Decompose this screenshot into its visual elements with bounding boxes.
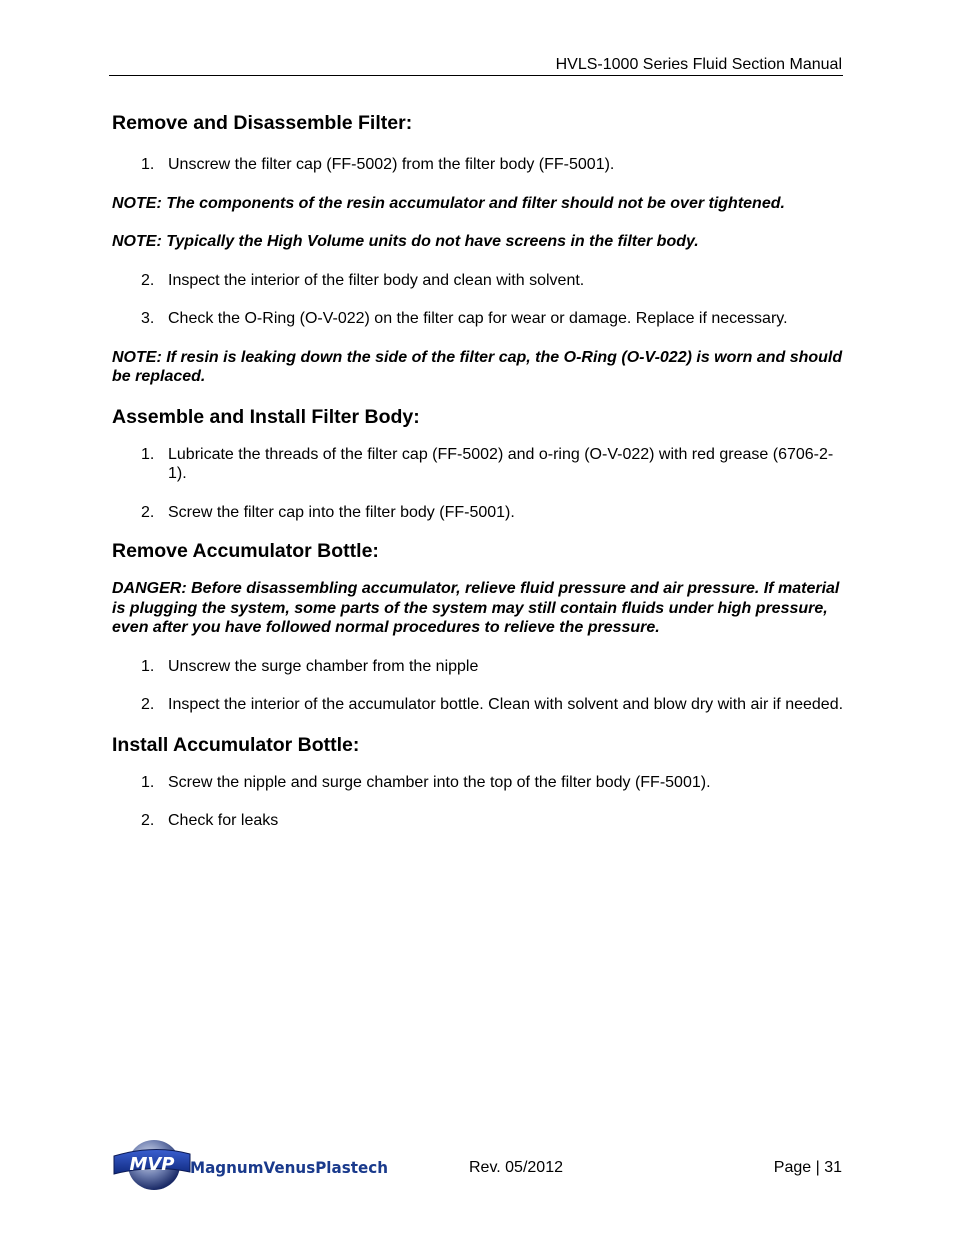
section-heading-install-bottle: Install Accumulator Bottle: [112, 733, 360, 756]
steps-install-filter [112, 445, 844, 523]
step-text: Unscrew the surge chamber from the nipple [168, 657, 479, 675]
section-heading-remove-bottle: Remove Accumulator Bottle: [112, 540, 379, 562]
list-item [112, 811, 844, 831]
list-item [112, 503, 844, 523]
steps-remove-bottle [112, 657, 844, 715]
note-text: NOTE: If resin is leaking down the side of the filter cap, the O-Ring (O-V-022) is worn and should be replaced. [112, 348, 843, 385]
section-heading-remove-filter: Remove and Disassemble Filter: [112, 112, 413, 134]
list-item [112, 309, 844, 329]
company-logo [110, 1136, 400, 1192]
page-content [112, 109, 844, 831]
revision-date: Rev. 05/2012 [469, 1159, 563, 1176]
list-item [112, 445, 844, 484]
list-item [112, 271, 844, 291]
note-text: NOTE: The components of the resin accumulator and filter should not be over tightened. [112, 194, 785, 212]
step-text: Lubricate the threads of the filter cap (FF-5002) and o-ring (O-V-022) with red grease (6706-2-1). [168, 445, 834, 482]
list-item [112, 695, 844, 715]
step-number: 2. [141, 271, 155, 289]
step-number: 3. [141, 310, 155, 327]
steps-remove-filter-a [112, 155, 844, 175]
step-number: 1. [141, 773, 155, 791]
mvp-logo-icon [110, 1136, 400, 1192]
page-header-title: HVLS-1000 Series Fluid Section Manual [555, 56, 842, 73]
step-number: 2. [141, 812, 155, 829]
step-number: 2. [141, 503, 155, 521]
list-item [112, 773, 844, 793]
step-text: Screw the filter cap into the filter body (FF-5001). [168, 503, 515, 521]
step-number: 1. [141, 445, 155, 463]
step-number: 1. [141, 657, 155, 675]
note-text: NOTE: Typically the High Volume units do not have screens in the filter body. [112, 233, 699, 250]
step-number: 1. [141, 156, 155, 173]
page-number: Page | 31 [773, 1159, 842, 1176]
step-text: Check the O-Ring (O-V-022) on the filter cap for wear or damage. Replace if necessary. [168, 310, 788, 327]
step-text: Unscrew the filter cap (FF-5002) from the filter body (FF-5001). [168, 156, 615, 173]
logo-wordmark: MagnumVenusPlastech [190, 1158, 388, 1177]
step-text: Inspect the interior of the accumulator bottle. Clean with solvent and blow dry with air if needed. [168, 696, 844, 713]
step-text: Check for leaks [168, 812, 279, 829]
steps-remove-filter-b [112, 271, 844, 329]
step-text: Inspect the interior of the filter body and clean with solvent. [168, 271, 585, 289]
list-item [112, 155, 844, 175]
steps-install-bottle [112, 773, 844, 831]
danger-text: DANGER: Before disassembling accumulator, relieve fluid pressure and air pressure. If material is plugging the system, some parts of the system may still contain fluids under high pressure, even after you have followed normal procedures to relieve the pressure. [112, 580, 840, 636]
header-divider [109, 75, 843, 76]
logo-mark-text: MVP [129, 1154, 175, 1175]
section-heading-install-filter: Assemble and Install Filter Body: [112, 405, 420, 428]
step-number: 2. [141, 696, 155, 713]
list-item [112, 657, 844, 677]
step-text: Screw the nipple and surge chamber into the top of the filter body (FF-5001). [168, 773, 711, 791]
